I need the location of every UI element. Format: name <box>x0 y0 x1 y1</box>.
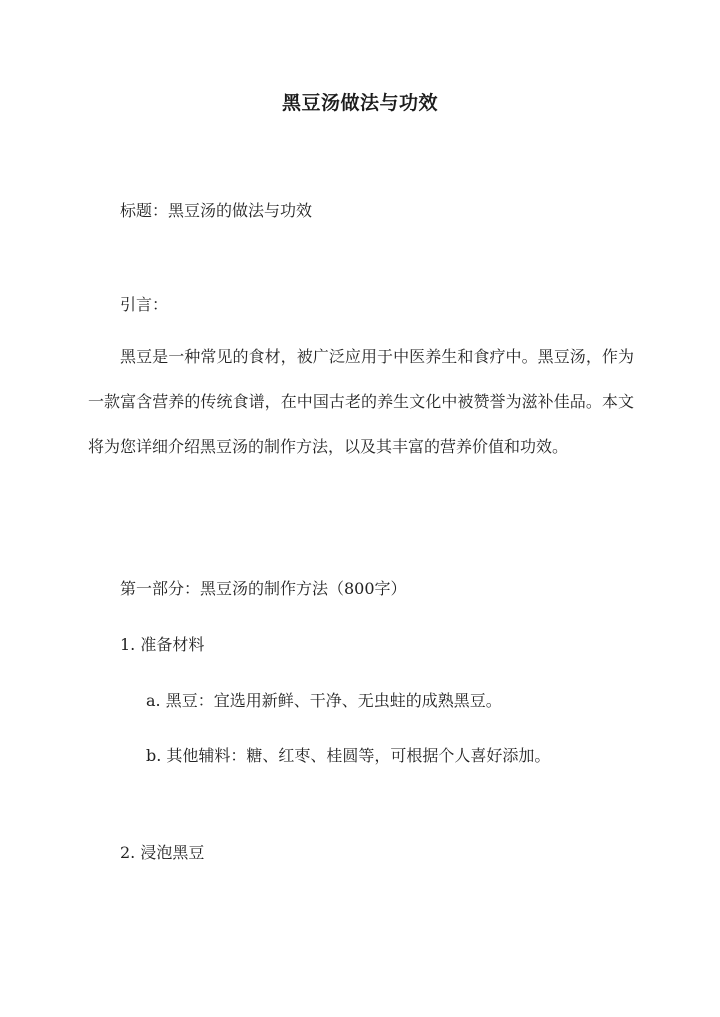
document-title: 黑豆汤做法与功效 <box>281 92 438 114</box>
subtitle-line: 标题：黑豆汤的做法与功效 <box>120 201 313 220</box>
step1-heading: 1. 准备材料 <box>120 635 205 654</box>
intro-heading: 引言： <box>120 295 169 314</box>
step2-heading: 2. 浸泡黑豆 <box>120 843 205 862</box>
step1-item-a: a. 黑豆：宜选用新鲜、干净、无虫蛀的成熟黑豆。 <box>146 691 502 710</box>
intro-paragraph: 黑豆是一种常见的食材，被广泛应用于中医养生和食疗中。黑豆汤，作为一款富含营养的传统食谱，在中国古老的养生文化中被赞誉为滋补佳品。本文将为您详细介绍黑豆汤的制作方法，以及其丰富的营养价值和功效。 <box>88 347 634 456</box>
step1-item-b: b. 其他辅料：糖、红枣、桂圆等，可根据个人喜好添加。 <box>146 746 551 765</box>
part1-heading: 第一部分：黑豆汤的制作方法（800字） <box>120 579 407 598</box>
